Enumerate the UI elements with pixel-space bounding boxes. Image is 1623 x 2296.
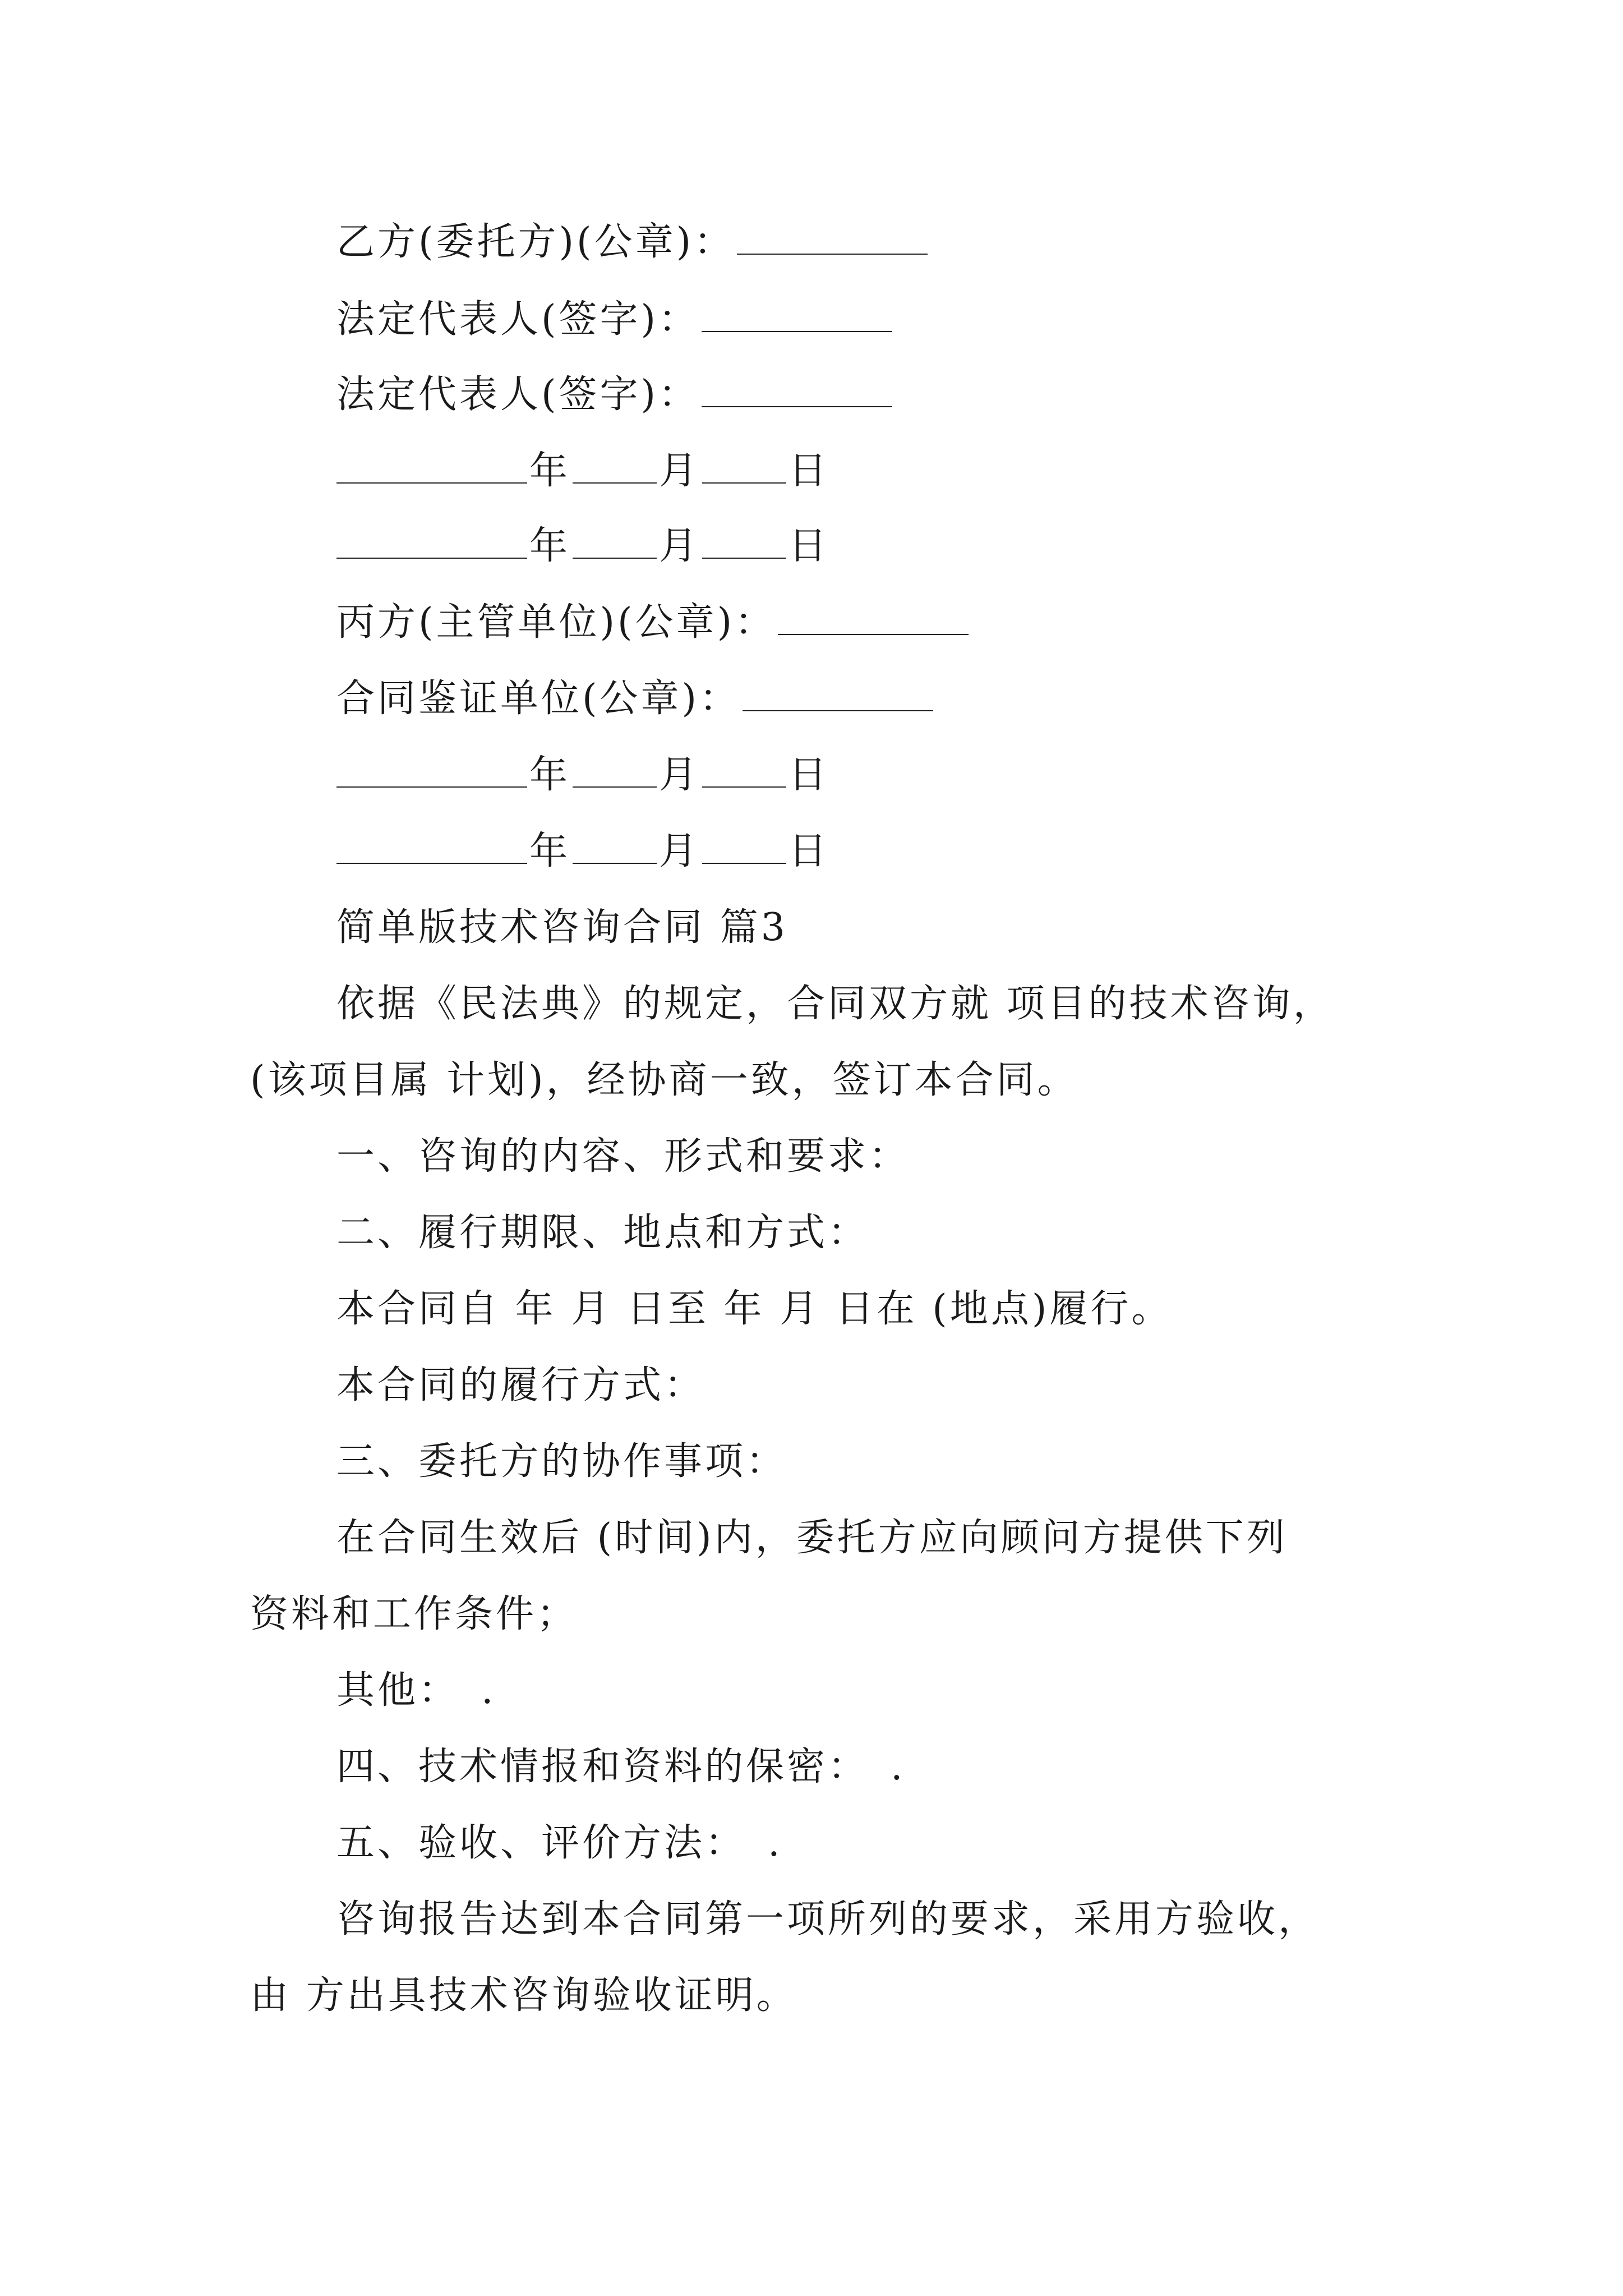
verification-blank <box>743 678 933 711</box>
month-blank <box>573 450 657 484</box>
clause-3-para-line-2: 资料和工作条件； <box>250 1592 578 1636</box>
month-label: 月 <box>659 753 700 797</box>
clause-3-para-line-1: 在合同生效后 (时间)内，委托方应向顾问方提供下列 <box>336 1516 1288 1560</box>
year-label: 年 <box>529 449 571 493</box>
date-line-2 <box>336 523 829 570</box>
day-label: 日 <box>789 449 830 493</box>
legal-rep-label-1: 法定代表人(签字)： <box>336 297 700 342</box>
clause-1-title: 一、咨询的内容、形式和要求： <box>336 1134 910 1179</box>
date-line-4 <box>336 828 829 875</box>
year-blank <box>336 754 527 788</box>
party-b-blank <box>737 221 928 255</box>
legal-rep-blank-1 <box>702 298 892 332</box>
year-blank <box>336 450 527 484</box>
clause-3-other: 其他： . <box>336 1668 496 1713</box>
day-blank <box>702 525 786 559</box>
party-b-seal-line <box>336 219 930 266</box>
month-blank <box>573 830 657 864</box>
clause-2-period: 本合同自 年 月 日至 年 月 日在 (地点)履行。 <box>336 1287 1173 1331</box>
legal-rep-line-2 <box>336 371 895 418</box>
year-label: 年 <box>529 753 571 797</box>
day-label: 日 <box>789 753 830 797</box>
date-line-3 <box>336 752 829 799</box>
month-blank <box>573 525 657 559</box>
clause-2-title: 二、履行期限、地点和方式： <box>336 1211 869 1255</box>
clause-4-title: 四、技术情报和资料的保密： . <box>336 1745 906 1789</box>
verification-seal-line <box>336 675 935 723</box>
day-blank <box>702 830 786 864</box>
clause-5-para-line-2: 由 方出具技术咨询验收证明。 <box>250 1973 797 2018</box>
day-label: 日 <box>789 524 830 568</box>
year-label: 年 <box>529 524 571 568</box>
legal-rep-line-1 <box>336 296 895 343</box>
day-label: 日 <box>789 829 830 873</box>
clause-5-title: 五、验收、评价方法： . <box>336 1821 783 1865</box>
year-blank <box>336 830 527 864</box>
day-blank <box>702 754 786 788</box>
intro-line-2: (该项目属 计划)，经协商一致，签订本合同。 <box>250 1058 1078 1102</box>
intro-line-1: 依据《民法典》的规定，合同双方就 项目的技术咨询， <box>336 982 1334 1026</box>
year-blank <box>336 525 527 559</box>
party-c-blank <box>778 601 969 635</box>
month-blank <box>573 754 657 788</box>
party-c-label: 丙方(主管单位)(公章)： <box>336 600 776 645</box>
month-label: 月 <box>659 449 700 493</box>
date-line-1 <box>336 448 829 495</box>
clause-2-method: 本合同的履行方式： <box>336 1363 706 1407</box>
verification-label: 合同鉴证单位(公章)： <box>336 677 741 721</box>
legal-rep-blank-2 <box>702 374 892 407</box>
party-c-seal-line <box>336 599 971 646</box>
clause-3-title: 三、委托方的协作事项： <box>336 1439 787 1484</box>
legal-rep-label-2: 法定代表人(签字)： <box>336 372 700 417</box>
month-label: 月 <box>659 524 700 568</box>
party-b-label: 乙方(委托方)(公章)： <box>336 220 735 264</box>
year-label: 年 <box>529 829 571 873</box>
clause-5-para-line-1: 咨询报告达到本合同第一项所列的要求，采用方验收， <box>336 1897 1320 1941</box>
section-heading: 简单版技术咨询合同 篇3 <box>336 905 788 950</box>
month-label: 月 <box>659 829 700 873</box>
day-blank <box>702 450 786 484</box>
